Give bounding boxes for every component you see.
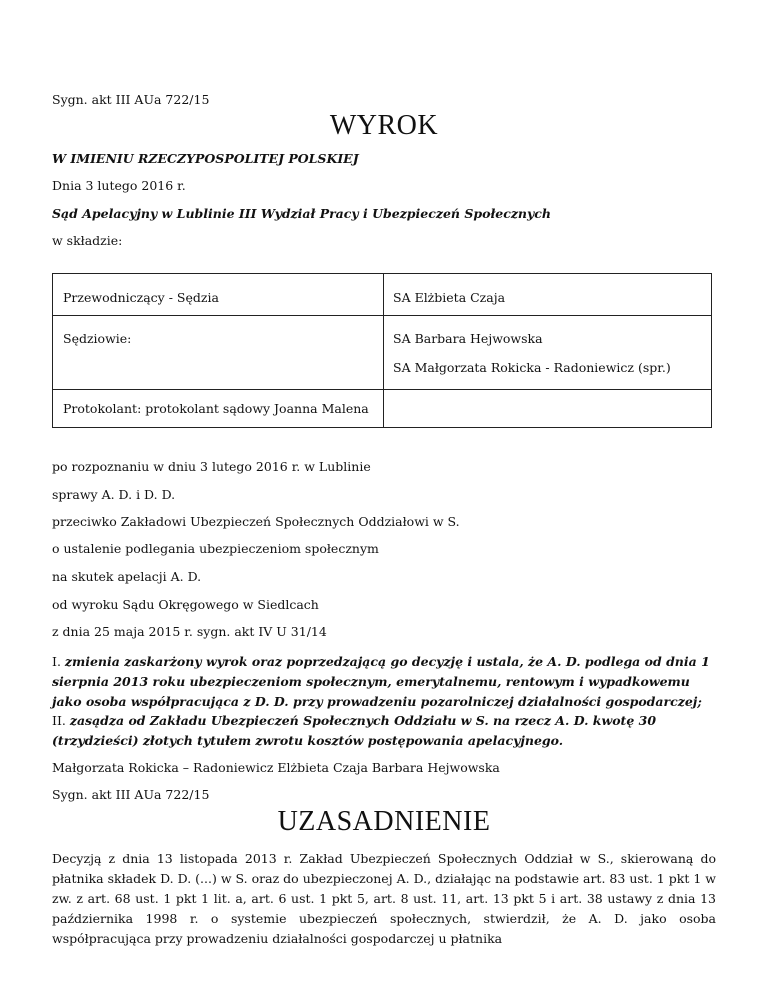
composition-label: w składzie: bbox=[52, 233, 123, 248]
court-panel-table bbox=[52, 273, 712, 428]
chair-label: Przewodniczący - Sędzia bbox=[63, 290, 219, 305]
case-signature-justification: Sygn. akt III AUa 722/15 bbox=[52, 787, 210, 802]
considered-line: po rozpoznaniu w dniu 3 lutego 2016 r. w Lublinie bbox=[52, 459, 371, 474]
judge-name-2: SA Małgorzata Rokicka - Radoniewicz (spr.) bbox=[393, 360, 671, 375]
ruling-item-1-text: zmienia zaskarżony wyrok oraz poprzedzającą go decyzję i ustala, że A. D. podlega od dnia 1 sierpnia 2013 roku ubezpieczeniom społecznym, emerytalnemu, rentowym i wypadkowemu jako osoba współpracująca z D. D. przy prowadzeniu pozarolniczej działalności gospodarczej; bbox=[52, 654, 710, 709]
ruling-item-2-text: zasądza od Zakładu Ubezpieczeń Społecznych Oddziału w S. na rzecz A. D. kwotę 30 (trzydzieści) złotych tytułem zwrotu kosztów postępowania apelacyjnego. bbox=[52, 713, 657, 748]
judge-name-1: SA Barbara Hejwowska bbox=[393, 331, 543, 346]
in-the-name-heading: W IMIENIU RZECZYPOSPOLITEJ POLSKIEJ bbox=[52, 151, 359, 166]
judges-label: Sędziowie: bbox=[63, 331, 132, 346]
ruling-item-2-number: II. bbox=[52, 713, 66, 728]
judgment-title: WYROK bbox=[329, 110, 439, 141]
signatures-line: Małgorzata Rokicka – Radoniewicz Elżbieta Czaja Barbara Hejwowska bbox=[52, 760, 500, 775]
subject-line: o ustalenie podlegania ubezpieczeniom społecznym bbox=[52, 541, 379, 556]
parties-line: sprawy A. D. i D. D. bbox=[52, 487, 176, 502]
judgment-date-line: z dnia 25 maja 2015 r. sygn. akt IV U 31/14 bbox=[52, 624, 327, 639]
table-divider-row-2 bbox=[53, 389, 711, 390]
ruling-item-2 bbox=[52, 711, 716, 751]
justification-title: UZASADNIENIE bbox=[277, 806, 491, 837]
against-line: przeciwko Zakładowi Ubezpieczeń Społecznych Oddziałowi w S. bbox=[52, 514, 460, 529]
clerk-line: Protokolant: protokolant sądowy Joanna Malena bbox=[63, 401, 369, 416]
case-signature-top: Sygn. akt III AUa 722/15 bbox=[52, 92, 210, 107]
table-divider-row-1 bbox=[53, 315, 711, 316]
court-name: Sąd Apelacyjny w Lublinie III Wydział Pracy i Ubezpieczeń Społecznych bbox=[52, 206, 551, 221]
from-judgment-line: od wyroku Sądu Okręgowego w Siedlcach bbox=[52, 597, 319, 612]
judgment-date: Dnia 3 lutego 2016 r. bbox=[52, 178, 186, 193]
table-divider-vertical bbox=[383, 274, 384, 427]
appeal-line: na skutek apelacji A. D. bbox=[52, 569, 202, 584]
justification-body: Decyzją z dnia 13 listopada 2013 r. Zakład Ubezpieczeń Społecznych Oddział w S., skierowaną do płatnika składek D. D. (...) w S. oraz do ubezpieczonej A. D., działając na podstawie art. 83 ust. 1 pkt 1 w zw. z art. 68 ust. 1 pkt 1 lit. a, art. 6 ust. 1 pkt 5, art. 8 ust. 11, art. 13 pkt 5 i art. 38 ustawy z dnia 13 października 1998 r. o systemie ubezpieczeń społecznych, stwierdził, że A. D. jako osoba współpracująca przy prowadzeniu działalności gospodarczej u płatnika bbox=[52, 851, 716, 946]
ruling-item-1-number: I. bbox=[52, 654, 61, 669]
chair-name: SA Elżbieta Czaja bbox=[393, 290, 506, 305]
ruling-item-1 bbox=[52, 652, 716, 712]
